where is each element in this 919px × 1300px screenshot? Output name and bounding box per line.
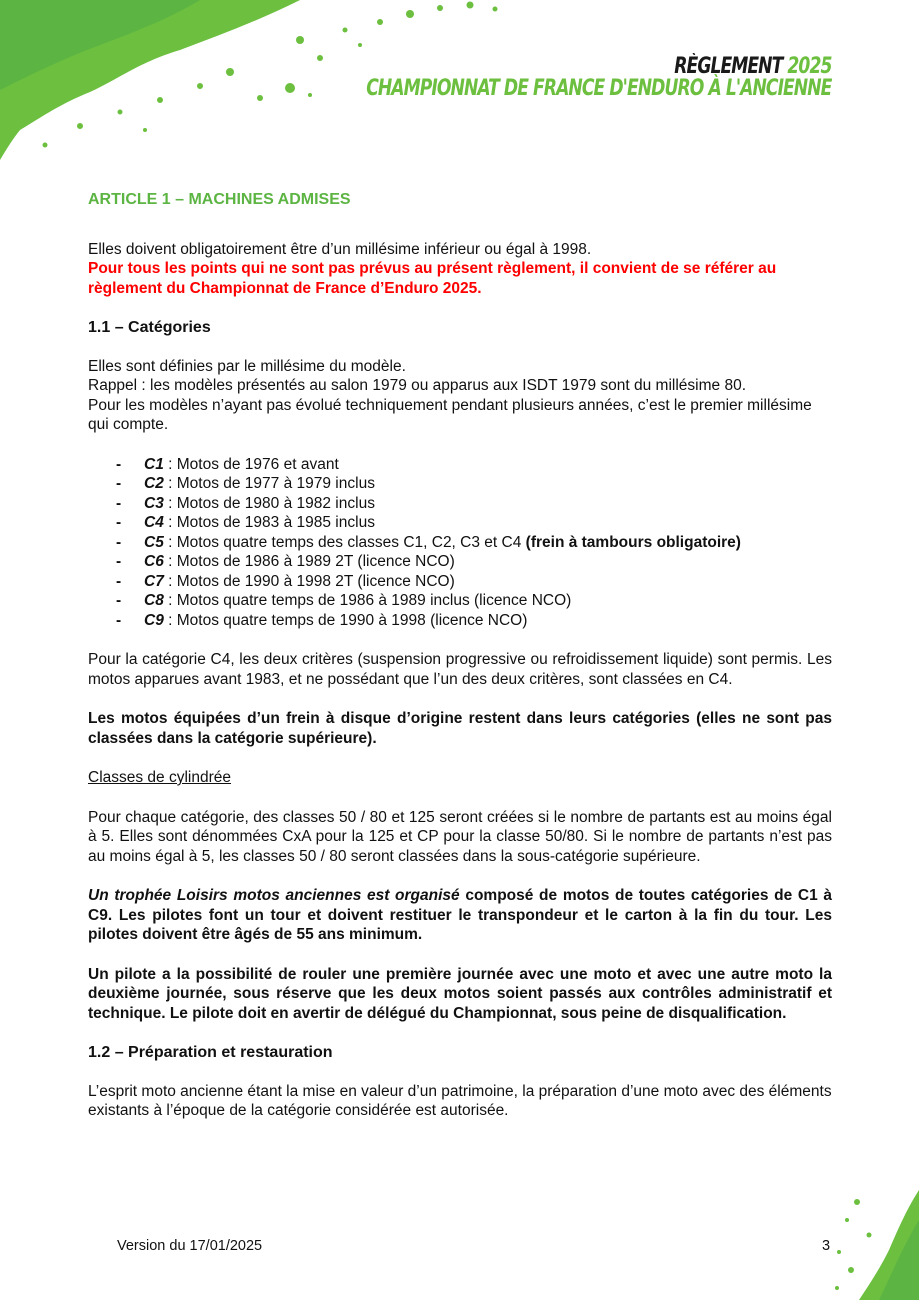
category-code: C2	[144, 475, 164, 492]
category-item: - C4 : Motos de 1983 à 1985 inclus	[116, 514, 375, 531]
section-1-1-para3: Pour les modèles n’ayant pas évolué techniquement pendant plusieurs années, c’est le premier millésime qui compte.	[88, 396, 812, 433]
category-code: C5	[144, 533, 164, 551]
section-1-1-intro-block	[88, 357, 832, 435]
category-text: : Motos de 1986 à 1989 2T (licence NCO)	[163, 553, 455, 570]
category-code: C6	[144, 553, 164, 570]
category-text: : Motos de 1976 et avant	[163, 455, 339, 473]
classes-text: Pour chaque catégorie, des classes 50 / 80 et 125 seront créées si le nombre de partants est au moins égal à 5. Elles sont dénommées CxA pour la 125 et CP pour la classe 50/80. Si le nombre de partants n’est pas au moins égal à 5, les classes 50 / 80 seront classées dans la sous-catégorie supérieure.	[88, 808, 832, 865]
disc-brake-note: Les motos équipées d’un frein à disque d’origine restent dans leurs catégories (elles ne sont pas classées dans la catégorie supérieure).	[88, 710, 832, 747]
category-code: C4	[144, 514, 164, 531]
categories-list	[88, 455, 832, 631]
category-text: : Motos de 1977 à 1979 inclus	[163, 475, 375, 492]
article-intro: Elles doivent obligatoirement être d’un millésime inférieur ou égal à 1998.	[88, 240, 592, 258]
footer-page-number: 3	[822, 1238, 831, 1254]
header-subtitle: CHAMPIONNAT DE FRANCE D'ENDURO À L'ANCIENNE	[365, 76, 831, 101]
green-splash-corner-decoration	[779, 1190, 919, 1300]
category-item: - C6 : Motos de 1986 à 1989 2T (licence NCO)	[116, 553, 455, 570]
document-header	[366, 56, 831, 100]
category-text: : Motos quatre temps des classes C1, C2, C3 et C4	[163, 533, 526, 551]
category-item: - C3 : Motos de 1980 à 1982 inclus	[116, 494, 375, 512]
category-code: C3	[144, 494, 164, 512]
category-bold-note: (frein à tambours obligatoire)	[525, 533, 741, 551]
article-warning: Pour tous les points qui ne sont pas prévus au présent règlement, il convient de se référer au règlement du Championnat de France d’Enduro 2025.	[88, 260, 777, 297]
category-item: - C5 : Motos quatre temps des classes C1, C2, C3 et C4 (frein à tambours obligatoire)	[116, 533, 741, 551]
category-item: - C9 : Motos quatre temps de 1990 à 1998 (licence NCO)	[116, 611, 528, 629]
category-text: : Motos de 1983 à 1985 inclus	[163, 514, 375, 531]
c4-note: Pour la catégorie C4, les deux critères (suspension progressive ou refroidissement liquide) sont permis. Les motos apparues avant 1983, et ne possédant que l’un des deux critères, sont classées en C4.	[88, 651, 832, 688]
article-title: ARTICLE 1 – MACHINES ADMISES	[88, 191, 351, 208]
section-1-1-title: 1.1 – Catégories	[88, 319, 211, 336]
section-1-1-para1: Elles sont définies par le millésime du modèle.	[88, 357, 406, 375]
trophy-lead: Un trophée Loisirs motos anciennes est organisé	[88, 887, 460, 904]
category-item: - C1 : Motos de 1976 et avant	[116, 455, 339, 473]
category-text: : Motos quatre temps de 1986 à 1989 inclus (licence NCO)	[163, 592, 572, 609]
category-text: : Motos de 1980 à 1982 inclus	[163, 494, 375, 512]
category-code: C8	[144, 592, 164, 609]
footer-version: Version du 17/01/2025	[117, 1238, 263, 1254]
section-1-2-title: 1.2 – Préparation et restauration	[88, 1044, 333, 1061]
category-item: - C2 : Motos de 1977 à 1979 inclus	[116, 475, 375, 492]
category-code: C9	[144, 611, 164, 629]
header-title-year: 2025	[786, 54, 831, 79]
classes-title: Classes de cylindrée	[88, 769, 232, 786]
section-1-2-text: L’esprit moto ancienne étant la mise en valeur d’un patrimoine, la préparation d’une moto avec des éléments existants à l’époque de la catégorie considérée est autorisée.	[88, 1082, 832, 1119]
two-bikes-rule: Un pilote a la possibilité de rouler une première journée avec une moto et avec une autre moto la deuxième journée, sous réserve que les deux motos soient passés aux contrôles administratif et technique. Le pilote doit en avertir de délégué du Championnat, sous peine de disqualification.	[88, 965, 832, 1022]
category-text: : Motos quatre temps de 1990 à 1998 (licence NCO)	[163, 611, 528, 629]
header-title-word: RÈGLEMENT	[673, 54, 782, 79]
category-code: C7	[144, 572, 164, 590]
category-text: : Motos de 1990 à 1998 2T (licence NCO)	[163, 572, 455, 590]
trophy-paragraph	[88, 886, 832, 945]
category-item: - C7 : Motos de 1990 à 1998 2T (licence NCO)	[116, 572, 455, 590]
category-code: C1	[144, 455, 164, 473]
document-body	[88, 190, 832, 1141]
category-item: - C8 : Motos quatre temps de 1986 à 1989 inclus (licence NCO)	[116, 592, 572, 609]
trophy-text: composé de motos de toutes catégories de C1 à C9. Les pilotes font un tour et doivent restituer le transpondeur et le carton à la fin du tour. Les pilotes doivent être âgés de 55 ans minimum.	[88, 887, 832, 943]
section-1-1-para2: Rappel : les modèles présentés au salon 1979 ou apparus aux ISDT 1979 sont du millésime 80.	[88, 377, 747, 394]
article-intro-block	[88, 240, 832, 299]
